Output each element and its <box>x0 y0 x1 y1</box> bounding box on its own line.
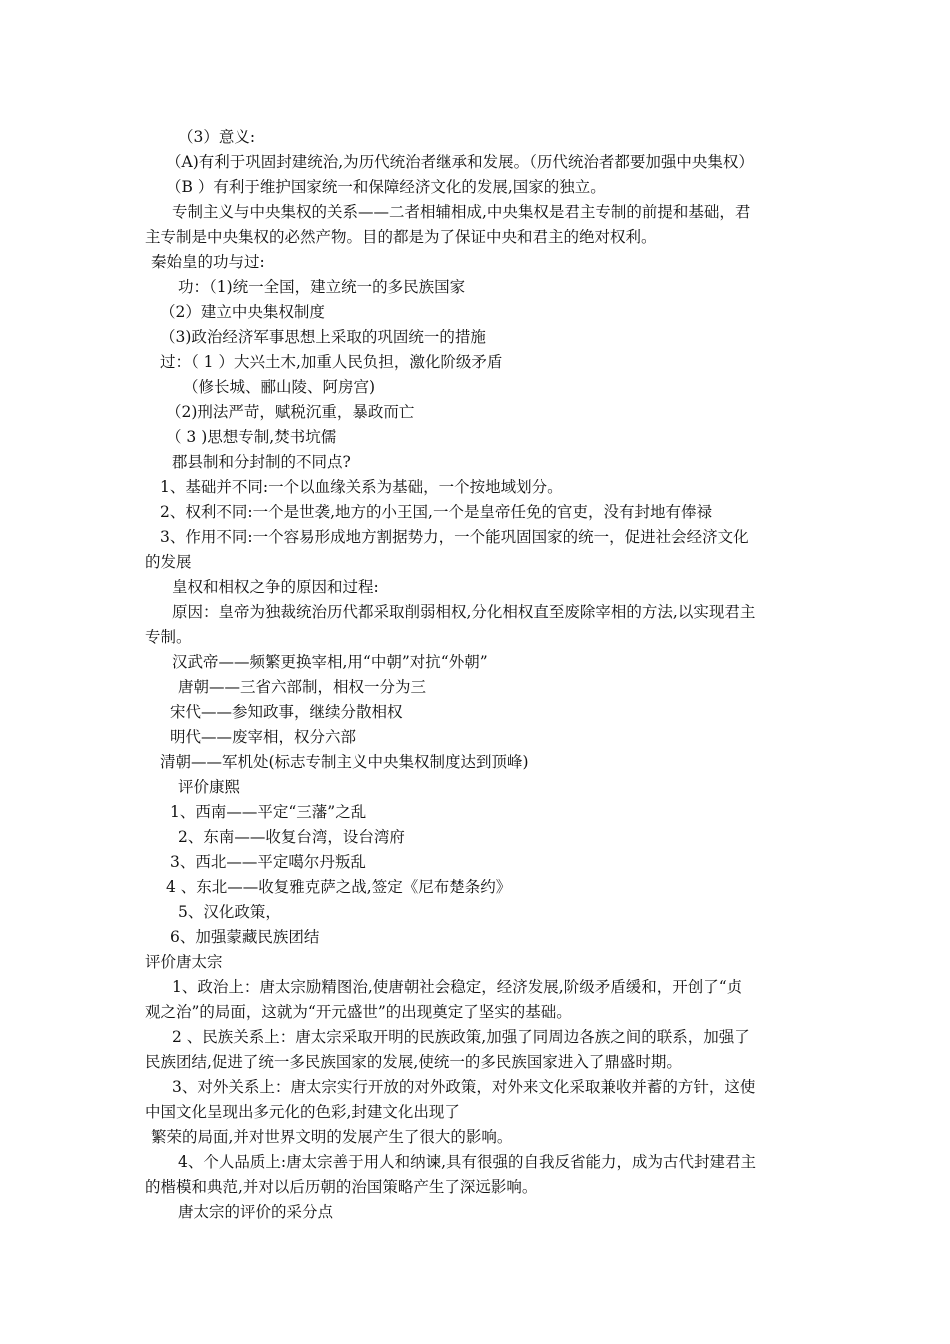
text-line: （3)政治经济军事思想上采取的巩固统一的措施 <box>160 328 486 346</box>
text-line: 专制主义与中央集权的关系——二者相辅相成,中央集权是君主专制的前提和基础，君 <box>172 203 751 221</box>
text-line: 过：（ 1 ）大兴土木,加重人民负担，激化阶级矛盾 <box>160 353 503 371</box>
text-line: 评价唐太宗 <box>145 953 223 971</box>
text-line: 评价康熙 <box>178 778 241 796</box>
text-line: 的发展 <box>145 553 192 571</box>
text-line: 1、西南——平定“三藩”之乱 <box>170 803 367 821</box>
text-line: 5、汉化政策， <box>178 903 281 921</box>
text-line: （修长城、郦山陵、阿房宫) <box>183 378 376 396</box>
text-line: 6、加强蒙藏民族团结 <box>170 928 320 946</box>
text-line: 秦始皇的功与过: <box>151 253 265 271</box>
text-line: 功：（1)统一全国，建立统一的多民族国家 <box>178 278 466 296</box>
text-line: 专制。 <box>145 628 192 646</box>
text-line: 民族团结,促进了统一多民族国家的发展,使统一的多民族国家进入了鼎盛时期。 <box>145 1053 682 1071</box>
text-line: 2 、民族关系上：唐太宗采取开明的民族政策,加强了同周边各族之间的联系，加强了 <box>172 1028 750 1046</box>
text-line: 1、基础并不同:一个以血缘关系为基础，一个按地域划分。 <box>160 478 563 496</box>
text-line: 郡县制和分封制的不同点? <box>172 453 351 471</box>
text-line: 主专制是中央集权的必然产物。目的都是为了保证中央和君主的绝对权利。 <box>145 228 657 246</box>
text-line: （2)刑法严苛，赋税沉重，暴政而亡 <box>166 403 415 421</box>
text-line: （2）建立中央集权制度 <box>160 303 325 321</box>
text-line: 唐太宗的评价的采分点 <box>178 1203 334 1221</box>
text-line: 观之治”的局面，这就为“开元盛世”的出现奠定了坚实的基础。 <box>145 1003 572 1021</box>
text-line: 3、作用不同:一个容易形成地方割据势力，一个能巩固国家的统一，促进社会经济文化 <box>160 528 749 546</box>
text-line: 原因：皇帝为独裁统治历代都采取削弱相权,分化相权直至废除宰相的方法,以实现君主 <box>172 603 756 621</box>
text-line: 2、权利不同:一个是世袭,地方的小王国,一个是皇帝任免的官吏，没有封地有俸禄 <box>160 503 712 521</box>
text-line: 宋代——参知政事，继续分散相权 <box>170 703 403 721</box>
text-line: （A)有利于巩固封建统治,为历代统治者继承和发展。（历代统治者都要加强中央集权） <box>166 153 754 171</box>
text-line: 皇权和相权之争的原因和过程: <box>172 578 379 596</box>
text-line: 清朝——军机处(标志专制主义中央集权制度达到顶峰) <box>160 753 529 771</box>
text-line: 中国文化呈现出多元化的色彩,封建文化出现了 <box>145 1103 460 1121</box>
text-line: （ 3 )思想专制,焚书坑儒 <box>166 428 337 446</box>
text-line: 唐朝——三省六部制，相权一分为三 <box>178 678 427 696</box>
text-line: （B ）有利于维护国家统一和保障经济文化的发展,国家的独立。 <box>166 178 606 196</box>
text-line: 1、政治上：唐太宗励精图治,使唐朝社会稳定，经济发展,阶级矛盾缓和，开创了“贞 <box>172 978 743 996</box>
text-line: 繁荣的局面,并对世界文明的发展产生了很大的影响。 <box>151 1128 513 1146</box>
text-line: 的楷模和典范,并对以后历朝的治国策略产生了深远影响。 <box>145 1178 538 1196</box>
text-line: 2、东南——收复台湾，设台湾府 <box>178 828 405 846</box>
text-line: 4 、东北——收复雅克萨之战,签定《尼布楚条约》 <box>166 878 512 896</box>
text-line: 3、西北——平定噶尔丹叛乱 <box>170 853 366 871</box>
text-line: 3、对外关系上：唐太宗实行开放的对外政策，对外来文化采取兼收并蓄的方针，这使 <box>172 1078 756 1096</box>
text-line: 4、个人品质上:唐太宗善于用人和纳谏,具有很强的自我反省能力，成为古代封建君主 <box>178 1153 757 1171</box>
text-line: 明代——废宰相，权分六部 <box>170 728 357 746</box>
text-line: （3）意义: <box>178 128 256 146</box>
text-line: 汉武帝——频繁更换宰相,用“中朝”对抗“外朝” <box>172 653 488 671</box>
